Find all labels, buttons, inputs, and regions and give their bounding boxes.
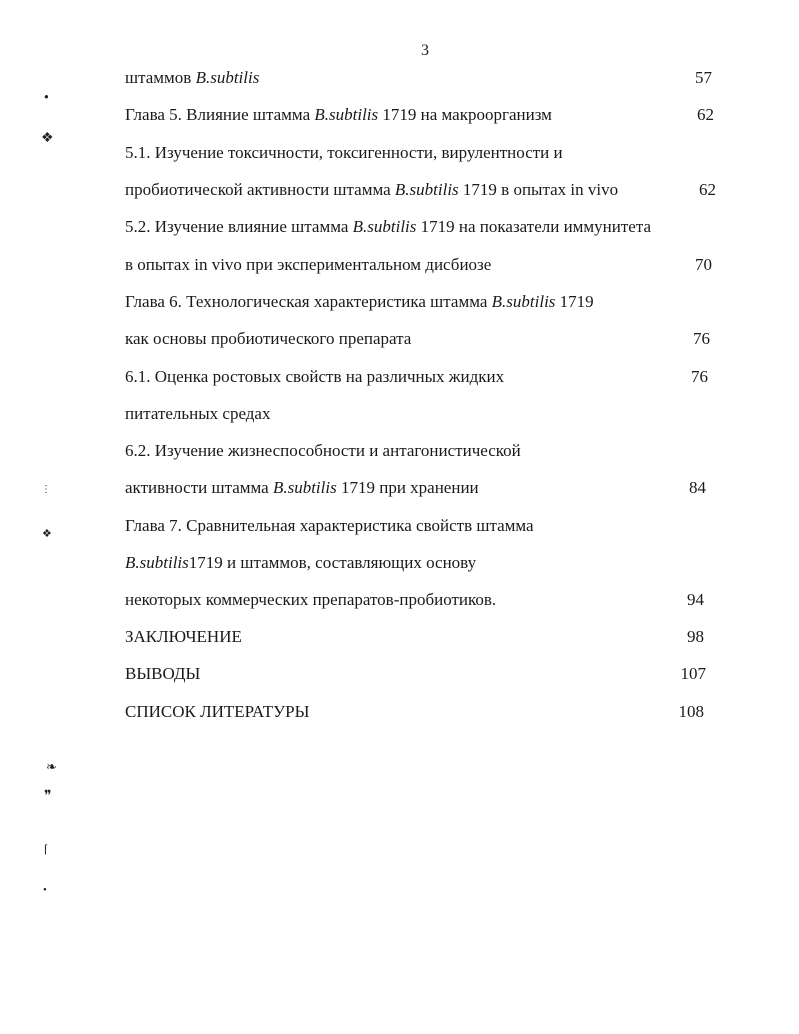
scan-speck: ⌈: [44, 844, 49, 856]
toc-page-number: 107: [680, 664, 706, 683]
toc-entry-text: Глава 6. Технологическая характеристика штамма: [125, 292, 492, 311]
page-number: 3: [421, 42, 429, 59]
scan-speck: ❖: [42, 528, 52, 540]
toc-entry-italic: B.subtilis: [394, 180, 459, 199]
toc-entry-text: питательных средах: [125, 404, 271, 423]
toc-entry-text: Глава 7. Сравнительная характеристика свойств штамма: [125, 516, 534, 535]
toc-entry: [125, 292, 594, 312]
toc-entry: [125, 143, 563, 163]
toc-entry: [125, 404, 270, 424]
toc-entry: [125, 627, 242, 647]
toc-page-number: 76: [693, 329, 710, 348]
toc-entry-italic: B.subtilis: [195, 68, 260, 87]
toc-entry-italic: B.subtilis: [352, 217, 417, 236]
toc-entry: [125, 180, 618, 200]
toc-entry-text: 6.2. Изучение жизнеспособности и антагонистической: [125, 441, 521, 460]
toc-page-number: 84: [689, 478, 706, 497]
toc-entry-text: 6.1. Оценка ростовых свойств на различных жидких: [125, 367, 505, 386]
toc-page-number: 76: [691, 367, 708, 386]
toc-entry: [125, 590, 496, 610]
toc-entry-text: штаммов: [125, 68, 196, 87]
toc-entry: [125, 702, 309, 722]
toc-page-number: 70: [695, 255, 712, 274]
toc-entry: [125, 553, 476, 573]
toc-entry: [125, 329, 411, 349]
scan-speck: ⋮: [41, 484, 51, 495]
toc-entry-text-tail: 1719 на макроорганизм: [378, 105, 552, 124]
scan-speck: ❖: [41, 131, 54, 146]
toc-entry-italic: B.subtilis: [125, 553, 189, 572]
toc-entry: [125, 664, 200, 684]
toc-entry-text-tail: 1719: [555, 292, 594, 311]
toc-entry-italic: B.subtilis: [491, 292, 556, 311]
scan-speck: ❞: [44, 789, 52, 804]
scan-speck: •: [43, 884, 47, 896]
toc-page-number: 98: [687, 627, 704, 646]
toc-entry-text: пробиотической активности штамма: [125, 180, 395, 199]
toc-entry-text: 5.2. Изучение влияние штамма: [125, 217, 353, 236]
toc-page-number: 62: [699, 180, 716, 199]
toc-entry-text: ЗАКЛЮЧЕНИЕ: [125, 627, 242, 646]
toc-entry-text-tail: 1719 в опытах in vivo: [458, 180, 619, 199]
scan-speck: ●: [44, 92, 49, 101]
toc-page-number: 108: [678, 702, 704, 721]
toc-entry: [125, 367, 504, 387]
toc-entry: [125, 105, 552, 125]
toc-entry: [125, 441, 521, 461]
toc-entry-text: СПИСОК ЛИТЕРАТУРЫ: [125, 702, 310, 721]
toc-entry-text: некоторых коммерческих препаратов-пробиотиков.: [125, 590, 497, 609]
toc-entry-italic: B.subtilis: [272, 478, 337, 497]
toc-page-number: 62: [697, 105, 714, 124]
toc-entry: [125, 478, 479, 498]
toc-entry: [125, 516, 534, 536]
toc-page-number: 57: [695, 68, 712, 87]
toc-entry: [125, 217, 651, 237]
toc-entry-text-tail: 1719 и штаммов, составляющих основу: [188, 553, 477, 572]
toc-entry-text: Глава 5. Влияние штамма: [125, 105, 315, 124]
toc-entry: [125, 255, 491, 275]
scan-speck: ❧: [46, 759, 57, 774]
toc-page-number: 94: [687, 590, 704, 609]
toc-entry: [125, 68, 259, 88]
toc-entry-text: как основы пробиотического препарата: [125, 329, 412, 348]
toc-entry-text-tail: 1719 при хранении: [336, 478, 479, 497]
toc-entry-text: активности штамма: [125, 478, 273, 497]
toc-entry-text-tail: 1719 на показатели иммунитета: [416, 217, 652, 236]
toc-entry-text: ВЫВОДЫ: [125, 664, 201, 683]
toc-entry-text: в опытах in vivo при экспериментальном дисбиозе: [125, 255, 492, 274]
toc-entry-italic: B.subtilis: [314, 105, 379, 124]
toc-entry-text: 5.1. Изучение токсичности, токсигенности, вирулентности и: [125, 143, 563, 162]
